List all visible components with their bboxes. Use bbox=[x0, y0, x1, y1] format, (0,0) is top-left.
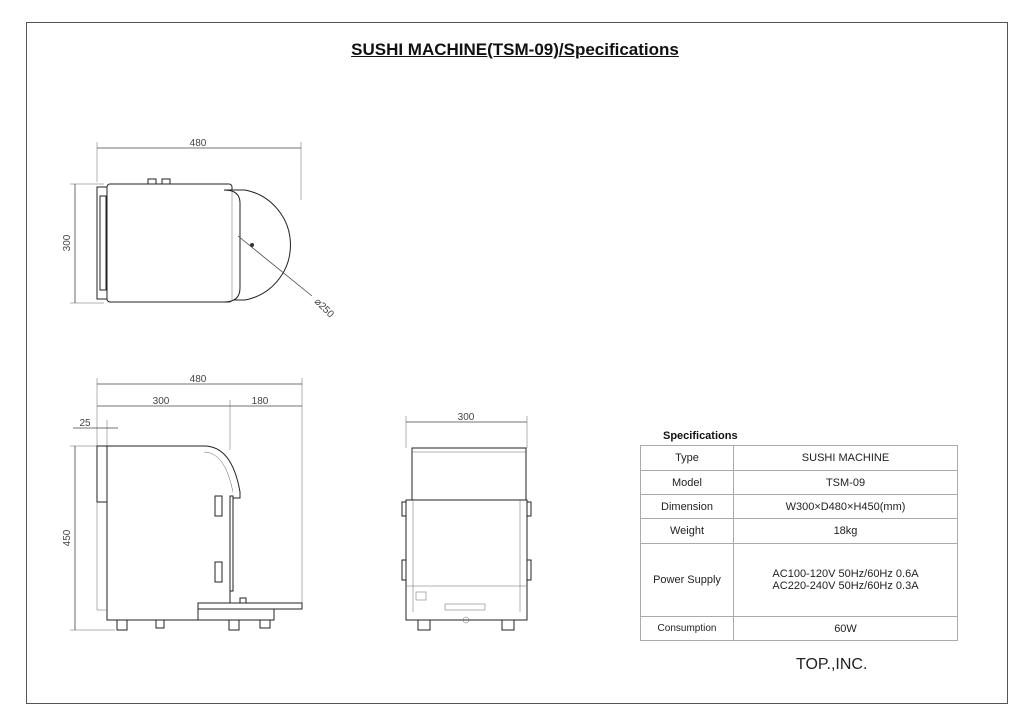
side-tray-label: 180 bbox=[251, 396, 269, 407]
spec-value: 60W bbox=[734, 617, 958, 641]
front-width-label: 300 bbox=[457, 412, 475, 423]
spec-row-consumption bbox=[641, 617, 958, 641]
specifications-table bbox=[640, 445, 958, 641]
spec-row-dimension bbox=[641, 495, 958, 519]
side-body-label: 300 bbox=[152, 396, 170, 407]
spec-key: Consumption bbox=[641, 617, 734, 641]
company-name: TOP.,INC. bbox=[796, 656, 868, 673]
spec-value: AC100-120V 50Hz/60Hz 0.6A AC220-240V 50Hz/60Hz 0.3A bbox=[734, 544, 958, 617]
spec-key: Type bbox=[641, 446, 734, 471]
spec-value: W300×D480×H450(mm) bbox=[734, 495, 958, 519]
spec-key: Dimension bbox=[641, 495, 734, 519]
specifications-heading: Specifications bbox=[663, 430, 738, 442]
top-view bbox=[62, 138, 336, 320]
top-width-label: 480 bbox=[189, 138, 207, 149]
spec-key: Power Supply bbox=[641, 544, 734, 617]
side-offset-label: 25 bbox=[79, 418, 91, 429]
spec-row-power-supply bbox=[641, 544, 958, 617]
spec-value: 18kg bbox=[734, 519, 958, 544]
side-height-label: 450 bbox=[62, 529, 73, 547]
spec-value: SUSHI MACHINE bbox=[734, 446, 958, 471]
front-view bbox=[402, 412, 531, 630]
spec-row-weight bbox=[641, 519, 958, 544]
side-overall-label: 480 bbox=[189, 374, 207, 385]
diameter-label: ⌀250 bbox=[311, 296, 336, 321]
spec-row-model bbox=[641, 471, 958, 495]
spec-row-type bbox=[641, 446, 958, 471]
spec-key: Model bbox=[641, 471, 734, 495]
spec-key: Weight bbox=[641, 519, 734, 544]
side-view bbox=[62, 374, 302, 630]
spec-value: TSM-09 bbox=[734, 471, 958, 495]
top-depth-label: 300 bbox=[62, 234, 73, 252]
page-title: SUSHI MACHINE(TSM-09)/Specifications bbox=[351, 40, 679, 59]
